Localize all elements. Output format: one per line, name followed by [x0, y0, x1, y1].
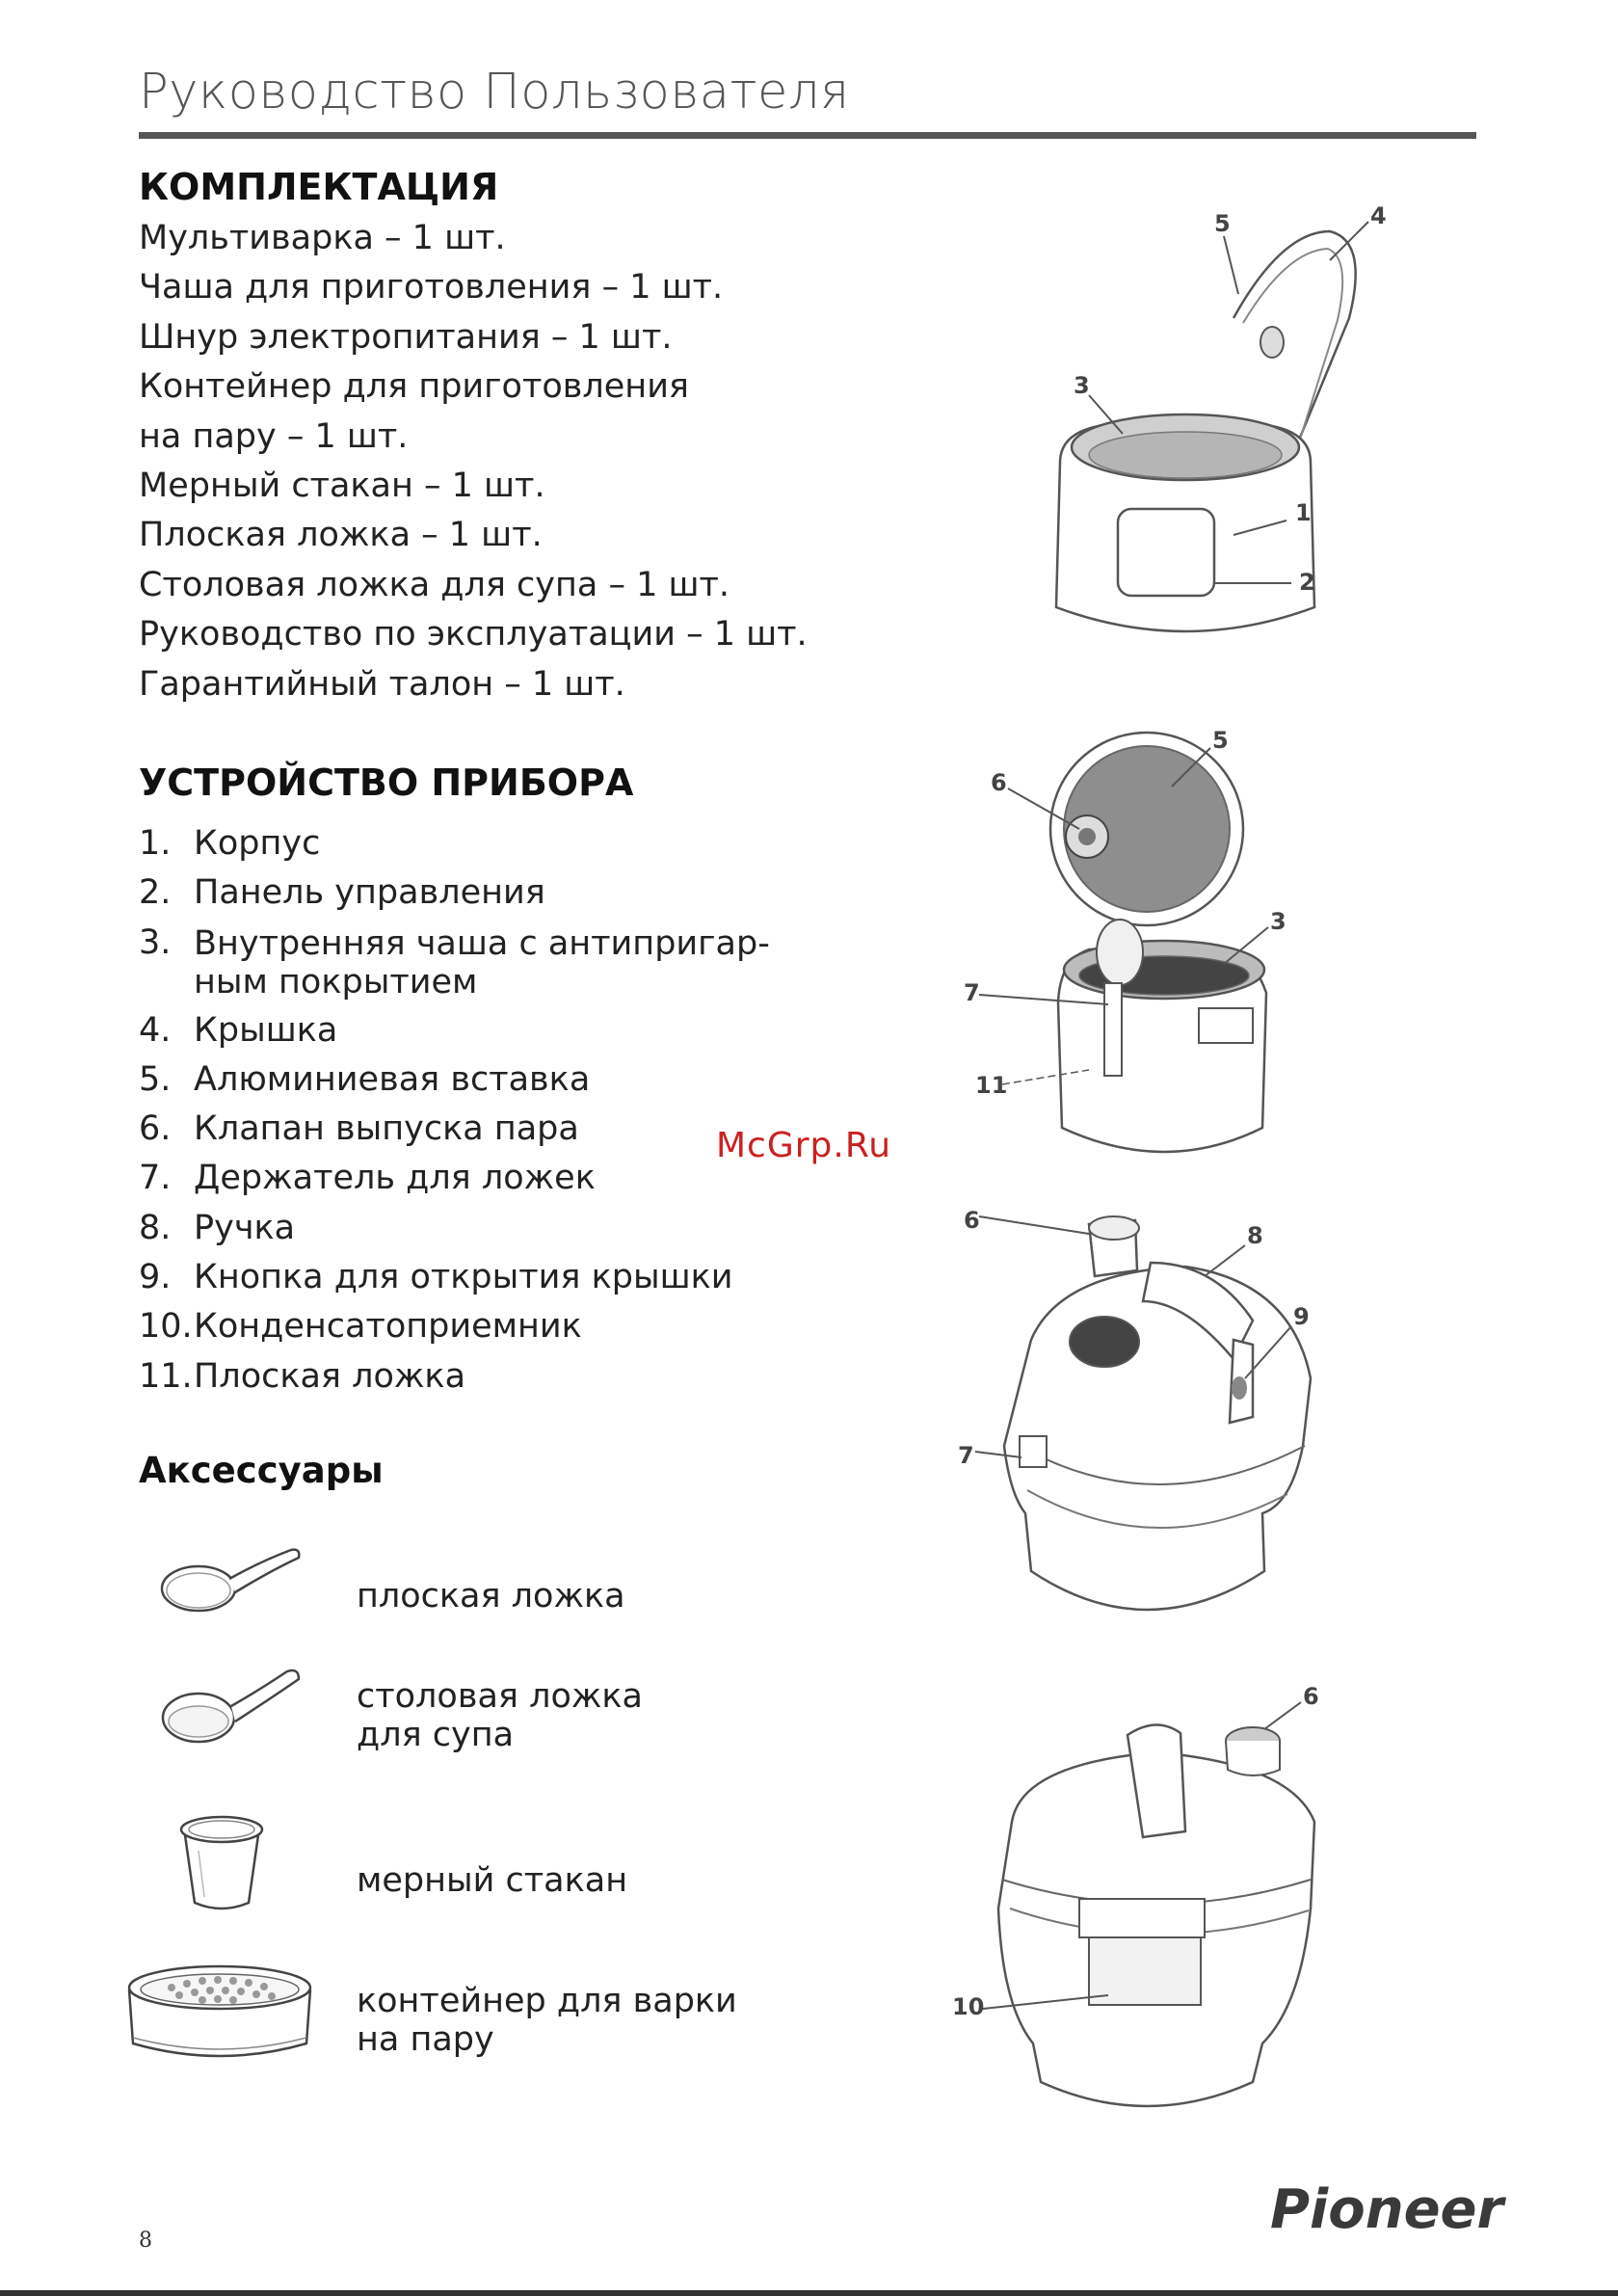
item-text: Внутренняя чаша с антипригар-ным покрытием	[194, 923, 770, 1001]
diagram-callout: 8	[1247, 1222, 1263, 1249]
item-number: 8.	[139, 1208, 172, 1247]
list-item: Руководство по эксплуатации – 1 шт.	[139, 615, 808, 654]
item-number: 11.	[139, 1356, 193, 1396]
list-item: Контейнер для приготовления	[139, 367, 689, 407]
item-text: Плоская ложка	[194, 1356, 466, 1396]
kit-list	[139, 214, 808, 709]
item-text: Ручка	[194, 1208, 296, 1247]
diagram-callout: 6	[964, 1207, 980, 1234]
diagram-closed-cooker-rear	[944, 1677, 1330, 2124]
header-divider	[139, 132, 1476, 139]
item-text: Кнопка для открытия крышки	[194, 1258, 733, 1297]
bottom-divider	[0, 2290, 1618, 2296]
measuring-cup-icon	[173, 1812, 270, 1922]
diagram-callout: 1	[1295, 499, 1312, 526]
diagram-callout: 9	[1293, 1303, 1310, 1330]
item-text: Держатель для ложек	[194, 1159, 596, 1198]
diagram-callout: 7	[964, 979, 980, 1006]
item-text: Конденсатоприемник	[194, 1307, 582, 1347]
page-title: Руководство Пользователя	[139, 64, 850, 120]
diagram-callout: 10	[952, 1993, 985, 2020]
soup-spoon-icon	[154, 1658, 308, 1753]
item-text: Алюминиевая вставка	[194, 1059, 591, 1099]
diagram-callout: 3	[1074, 372, 1090, 399]
page-number: 8	[139, 2229, 152, 2253]
item-number: 1.	[139, 824, 172, 863]
accessory-label: столовая ложка для супа	[357, 1677, 643, 1754]
item-text: Крышка	[194, 1010, 338, 1050]
list-item: Мультиварка – 1 шт.	[139, 219, 506, 257]
list-item: Гарантийный талон – 1 шт.	[139, 664, 625, 704]
kit-heading: КОМПЛЕКТАЦИЯ	[139, 166, 499, 208]
list-item: Чаша для приготовления – 1 шт.	[139, 268, 724, 307]
accessories-heading: Аксессуары	[139, 1450, 384, 1491]
list-item: Столовая ложка для супа – 1 шт.	[139, 565, 730, 604]
pioneer-logo: Pioneer	[1270, 2178, 1504, 2241]
diagram-open-cooker	[1041, 202, 1426, 669]
list-item: Шнур электропитания – 1 шт.	[139, 317, 673, 357]
diagram-callout: 5	[1212, 727, 1229, 754]
diagram-callout: 2	[1299, 569, 1315, 596]
item-number: 2.	[139, 873, 172, 913]
item-number: 10.	[139, 1307, 193, 1347]
item-number: 7.	[139, 1159, 172, 1198]
diagram-callout: 11	[975, 1072, 1008, 1099]
item-number: 9.	[139, 1258, 172, 1297]
diagram-callout: 3	[1270, 908, 1286, 935]
item-text: Клапан выпуска пара	[194, 1109, 579, 1149]
diagram-callout: 4	[1370, 202, 1387, 229]
list-item: на пару – 1 шт.	[139, 416, 409, 456]
diagram-open-top-view	[944, 723, 1330, 1189]
accessory-label: плоская ложка	[357, 1577, 625, 1615]
accessory-label: мерный стакан	[357, 1861, 628, 1900]
item-text: Панель управления	[194, 873, 545, 913]
diagram-callout: 5	[1214, 210, 1231, 237]
item-text: Корпус	[194, 824, 321, 863]
diagram-callout: 7	[958, 1442, 974, 1469]
item-number: 4.	[139, 1010, 172, 1050]
steamer-container-icon	[123, 1961, 316, 2070]
diagram-callout: 6	[1303, 1683, 1319, 1710]
diagram-callout: 6	[991, 769, 1007, 796]
accessory-label: контейнер для варки на пару	[357, 1982, 737, 2059]
diagram-closed-cooker-front	[944, 1205, 1330, 1652]
device-heading: УСТРОЙСТВО ПРИБОРА	[139, 761, 634, 804]
list-item: Мерный стакан – 1 шт.	[139, 467, 545, 506]
item-number: 6.	[139, 1109, 172, 1149]
item-number: 3.	[139, 922, 172, 962]
watermark-text: McGrp.Ru	[716, 1126, 892, 1165]
flat-spoon-icon	[154, 1533, 308, 1623]
item-number: 5.	[139, 1059, 172, 1099]
list-item: Плоская ложка – 1 шт.	[139, 516, 543, 555]
